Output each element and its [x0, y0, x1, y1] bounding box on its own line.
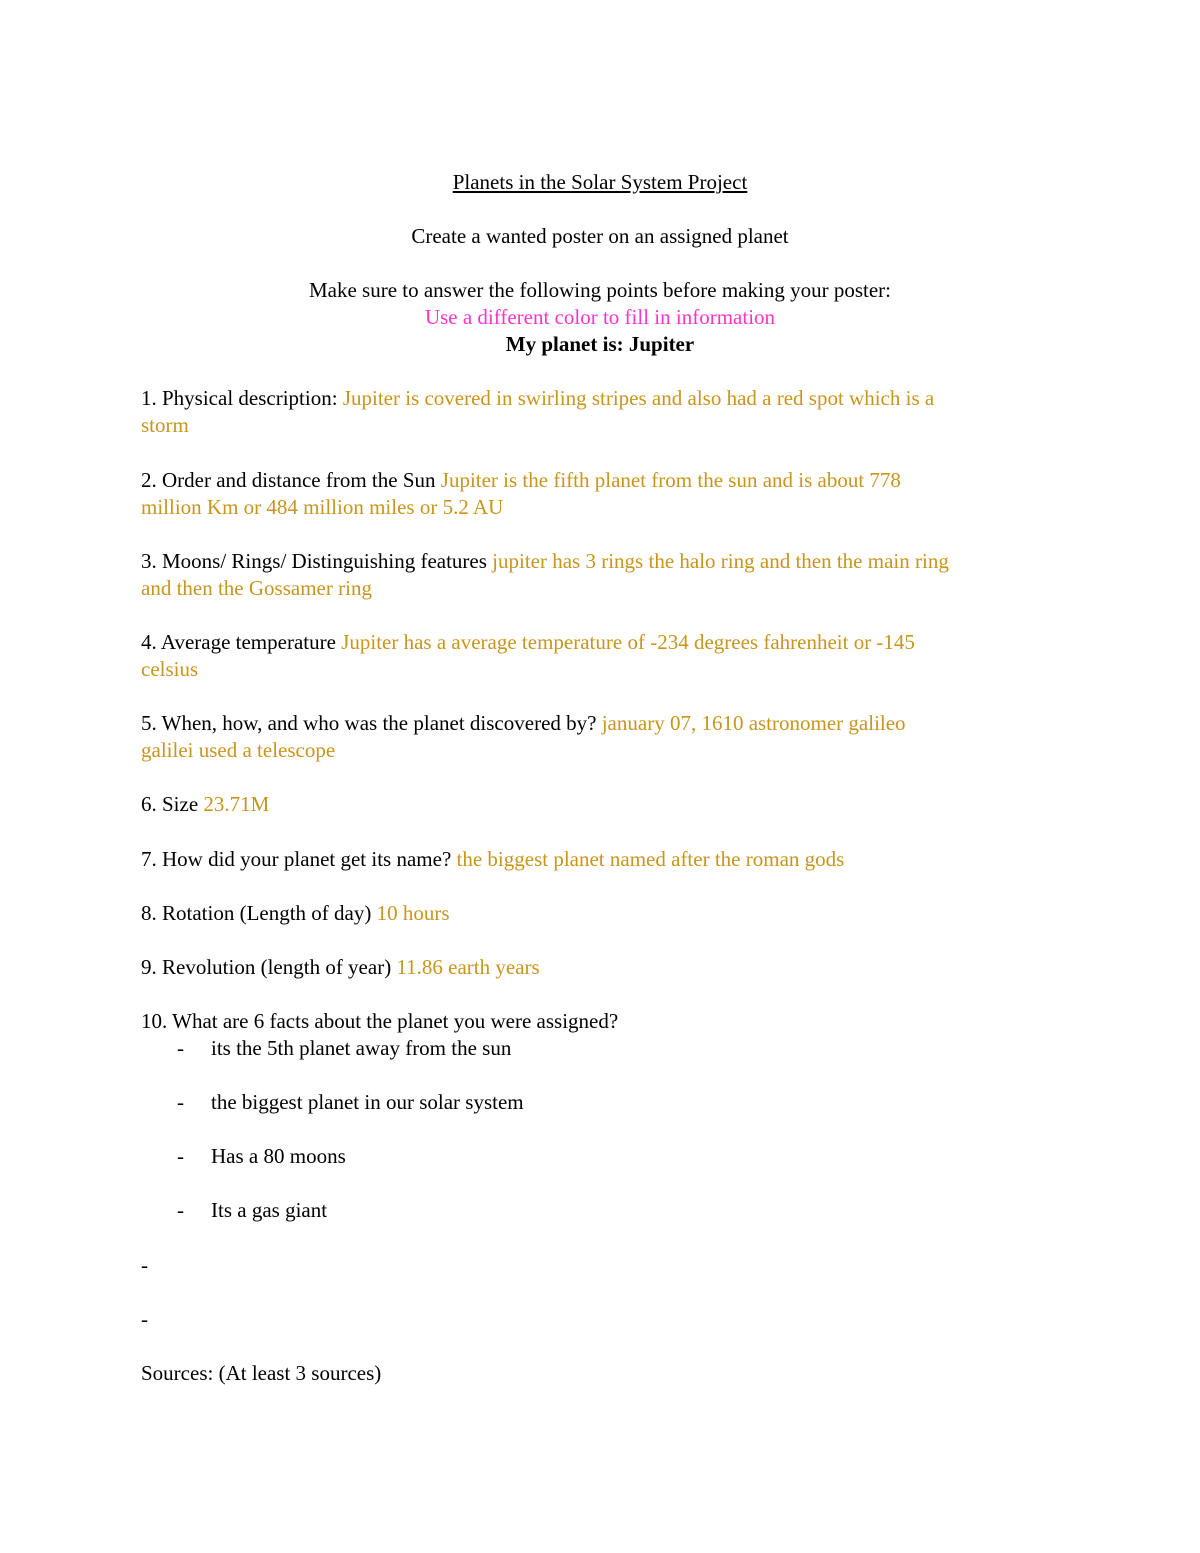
question-9: [141, 954, 1061, 981]
question-4-prompt: 4. Average temperature: [141, 630, 342, 654]
empty-fact-dash: -: [141, 1253, 148, 1277]
question-1: [141, 385, 1061, 412]
question-7: [141, 846, 1061, 873]
fact-4: Its a gas giant: [211, 1198, 328, 1222]
bullet-dash: -: [177, 1198, 184, 1222]
color-note: Use a different color to fill in information: [424, 305, 776, 329]
question-5-answer: january 07, 1610 astronomer galileo: [601, 711, 906, 735]
question-2-answer-cont: million Km or 484 million miles or 5.2 AU: [141, 495, 504, 519]
question-3-answer: jupiter has 3 rings the halo ring and then the main ring: [492, 549, 949, 573]
question-4-answer: Jupiter has a average temperature of -234 degrees fahrenheit or -145: [341, 630, 915, 654]
fact-2: the biggest planet in our solar system: [211, 1090, 524, 1114]
question-5: [141, 710, 1061, 737]
question-2: [141, 467, 1061, 494]
question-2-answer: Jupiter is the fifth planet from the sun and is about 778: [440, 468, 901, 492]
question-8-prompt: 8. Rotation (Length of day): [141, 901, 377, 925]
question-8-answer: 10 hours: [376, 901, 450, 925]
question-9-prompt: 9. Revolution (length of year): [141, 955, 397, 979]
empty-fact-dash: -: [141, 1307, 148, 1331]
question-2-prompt: 2. Order and distance from the Sun: [141, 468, 441, 492]
question-5-prompt: 5. When, how, and who was the planet discovered by?: [141, 711, 602, 735]
question-3-answer-cont: and then the Gossamer ring: [141, 576, 372, 600]
instruction-text: Make sure to answer the following points before making your poster:: [308, 278, 892, 302]
question-10: [141, 1008, 1061, 1035]
question-9-answer: 11.86 earth years: [396, 955, 540, 979]
question-1-answer: Jupiter is covered in swirling stripes and also had a red spot which is a: [342, 386, 935, 410]
bullet-dash: -: [177, 1036, 184, 1060]
question-8: [141, 900, 1061, 927]
question-7-prompt: 7. How did your planet get its name?: [141, 847, 457, 871]
question-4: [141, 629, 1061, 656]
fact-3: Has a 80 moons: [211, 1144, 346, 1168]
question-1-prompt: 1. Physical description:: [141, 386, 343, 410]
question-7-answer: the biggest planet named after the roman gods: [456, 847, 845, 871]
question-1-answer-cont: storm: [141, 413, 189, 437]
document-title: Planets in the Solar System Project: [452, 170, 748, 194]
question-3-prompt: 3. Moons/ Rings/ Distinguishing features: [141, 549, 493, 573]
planet-line: My planet is: Jupiter: [505, 332, 695, 356]
document-subtitle: Create a wanted poster on an assigned planet: [411, 224, 789, 248]
fact-1: its the 5th planet away from the sun: [211, 1036, 512, 1060]
question-6: [141, 791, 1061, 818]
sources-label: Sources: (At least 3 sources): [141, 1361, 382, 1385]
question-5-answer-cont: galilei used a telescope: [141, 738, 336, 762]
bullet-dash: -: [177, 1144, 184, 1168]
question-4-answer-cont: celsius: [141, 657, 199, 681]
bullet-dash: -: [177, 1090, 184, 1114]
question-10-prompt: 10. What are 6 facts about the planet you were assigned?: [141, 1009, 619, 1033]
question-6-prompt: 6. Size: [141, 792, 204, 816]
question-3: [141, 548, 1061, 575]
question-6-answer: 23.71M: [203, 792, 270, 816]
